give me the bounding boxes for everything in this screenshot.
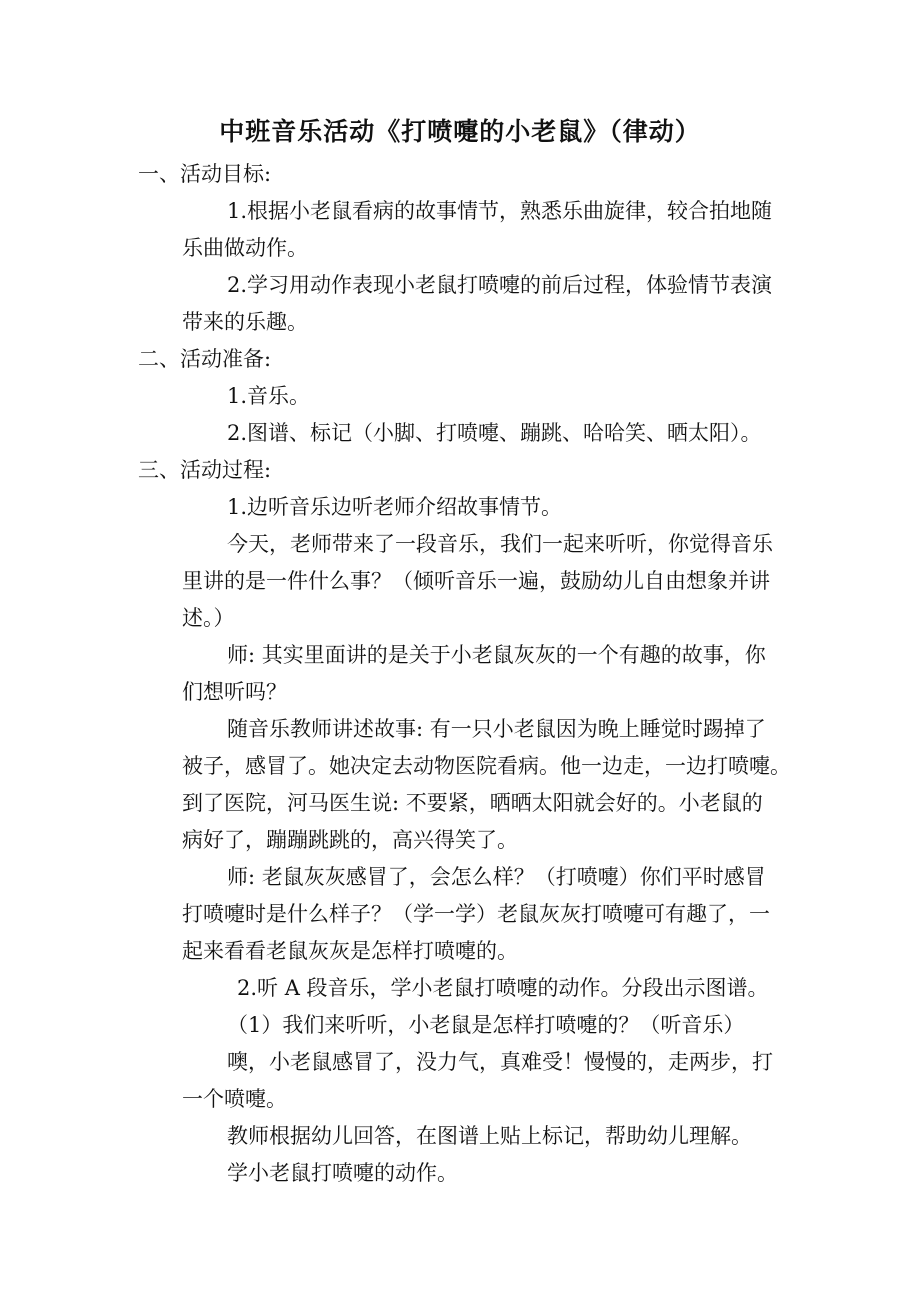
paragraph-line: 起来看看老鼠灰灰是怎样打喷嚏的。 [182, 939, 518, 963]
paragraph-line: 里讲的是一件什么事？（倾听音乐一遍，鼓励幼儿自由想象并讲 [182, 569, 770, 593]
paragraph-line: 今天，老师带来了一段音乐，我们一起来听听，你觉得音乐 [227, 532, 773, 556]
paragraph-line: 述。） [182, 606, 235, 630]
section-heading-process: 三、活动过程: [138, 458, 272, 482]
paragraph-line: 带来的乐趣。 [182, 310, 308, 334]
paragraph-line: 1.边听音乐边听老师介绍故事情节。 [227, 495, 563, 519]
section-heading-goals: 一、活动目标: [138, 162, 272, 186]
paragraph-line: 打喷嚏时是什么样子？（学一学）老鼠灰灰打喷嚏可有趣了，一 [182, 902, 770, 926]
paragraph-line: 病好了，蹦蹦跳跳的，高兴得笑了。 [182, 828, 518, 852]
paragraph-line: 师: 其实里面讲的是关于小老鼠灰灰的一个有趣的故事，你 [227, 643, 766, 667]
document-title: 中班音乐活动《打喷嚏的小老鼠》（律动） [219, 117, 701, 146]
paragraph-line: 们想听吗？ [182, 680, 287, 704]
section-heading-prep: 二、活动准备: [138, 347, 272, 371]
paragraph-line: 到了医院，河马医生说: 不要紧，晒晒太阳就会好的。小老鼠的 [182, 791, 763, 815]
paragraph-line: 随音乐教师讲述故事: 有一只小老鼠因为晚上睡觉时踢掉了 [227, 717, 766, 741]
paragraph-line: 教师根据幼儿回答，在图谱上贴上标记，帮助幼儿理解。 [227, 1124, 752, 1148]
paragraph-line: 被子，感冒了。她决定去动物医院看病。他一边走，一边打喷嚏。 [182, 754, 791, 778]
paragraph-line: 一个喷嚏。 [182, 1087, 287, 1111]
paragraph-line: 师: 老鼠灰灰感冒了，会怎么样？（打喷嚏）你们平时感冒 [227, 865, 766, 889]
paragraph-line: 2.图谱、标记（小脚、打喷嚏、蹦跳、哈哈笑、晒太阳）。 [227, 421, 762, 445]
paragraph-line: 2.听 A 段音乐，学小老鼠打喷嚏的动作。分段出示图谱。 [237, 976, 769, 1000]
paragraph-line: 乐曲做动作。 [182, 236, 308, 260]
paragraph-line: 学小老鼠打喷嚏的动作。 [227, 1161, 458, 1185]
paragraph-line: 2.学习用动作表现小老鼠打喷嚏的前后过程，体验情节表演 [227, 273, 773, 297]
paragraph-line: 噢，小老鼠感冒了，没力气，真难受！慢慢的，走两步，打 [227, 1050, 773, 1074]
paragraph-line: 1.音乐。 [227, 384, 311, 408]
paragraph-line: 1.根据小老鼠看病的故事情节，熟悉乐曲旋律，较合拍地随 [227, 199, 773, 223]
paragraph-line: （1）我们来听听，小老鼠是怎样打喷嚏的？（听音乐） [227, 1013, 745, 1037]
